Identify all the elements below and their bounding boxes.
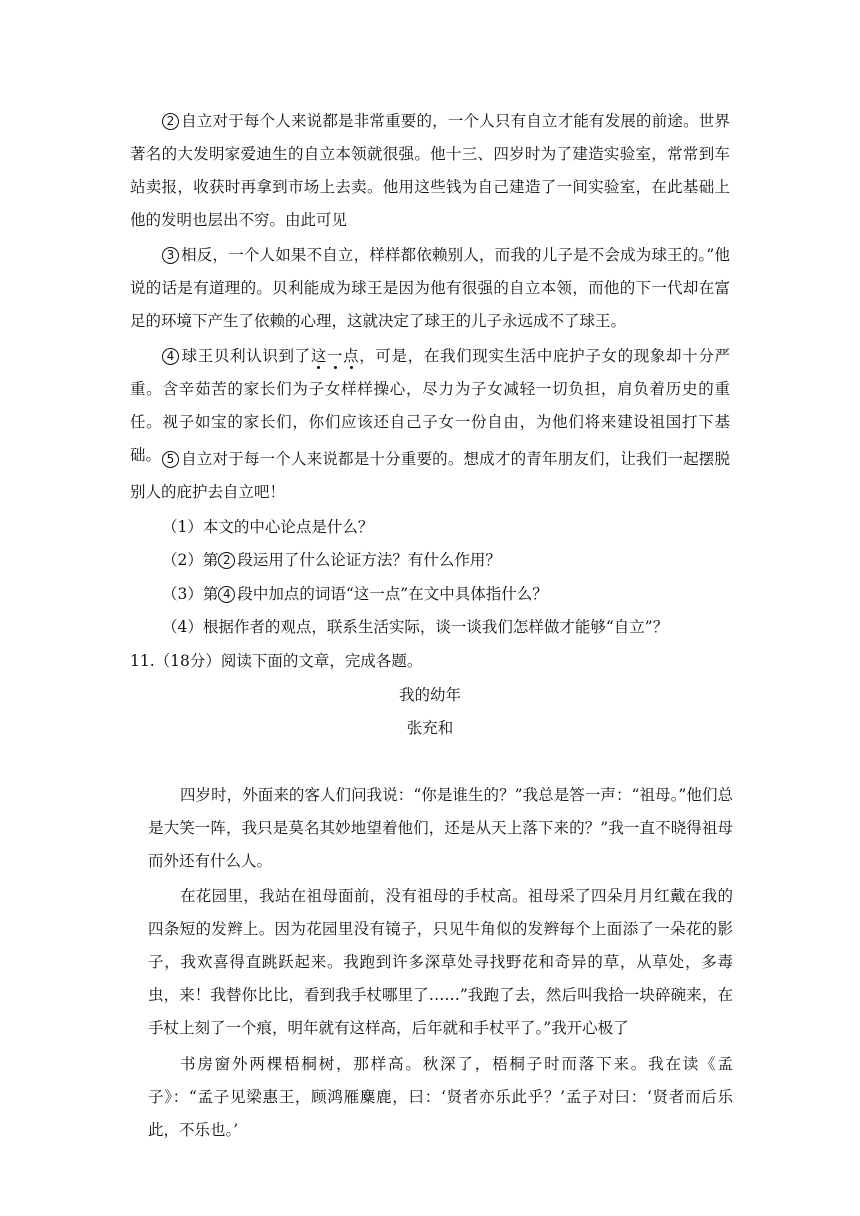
dotted-char-2: 一 [326, 347, 344, 365]
paragraph-5-text: 自立对于每一个人来说都是十分重要的。想成才的青年朋友们，让我们一起摆脱别人的庇护去自立吧！ [130, 450, 730, 501]
question-2 [162, 544, 732, 577]
paragraph-number-5: 5 [162, 451, 179, 468]
dotted-char-1: 这 [310, 347, 327, 365]
paragraph-3 [130, 239, 730, 338]
article-title: 我的幼年 [398, 686, 461, 704]
question-4: （4）根据作者的观点，联系生活实际，谈一谈我们怎样做才能够“自立”？ [162, 618, 669, 636]
question-2-prefix: （2）第 [162, 551, 219, 569]
paragraph-3-text: 相反，一个人如果不自立，样样都依赖别人，而我的儿子是不会成为球王的。”他说的话是有道理的。贝利能成为球王是因为他有很强的自立本领，而他的下一代却在富足的环境下产生了依赖的心理，这就决定了球王的儿子永远成不了球王。 [130, 246, 730, 330]
question-3-prefix: （3）第 [162, 585, 219, 603]
question-3-paragraph-number: 4 [218, 586, 235, 603]
question-2-paragraph-number: 2 [218, 552, 235, 569]
paragraph-4-text-before: 球王贝利认识到了 [181, 347, 311, 365]
paragraph-2-text: 自立对于每个人来说都是非常重要的，一个人只有自立才能有发展的前途。世界著名的大发明家爱迪生的自立本领就很强。他十三、四岁时为了建造实验室，常常到车站卖报，收获时再拿到市场上去卖。他用这些钱为自己建造了一间实验室，在此基础上他的发明也层出不穷。由此可见 [130, 112, 730, 229]
question-11-header: 11.（18分）阅读下面的文章，完成各题。 [130, 652, 423, 670]
paragraph-number-4: 4 [162, 348, 179, 365]
question-3-suffix: 段中加点的词语“这一点”在文中具体指什么？ [237, 585, 548, 603]
paragraph-4-text-after: ，可是，在我们现实生活中庇护子女的现象却十分严重。含辛茹苦的家长们为子女样样操心，尽力为子女减轻一切负担，肩负着历史的重任。视子如宝的家长们，你们应该还自己子女一份自由，为他们将来建设祖国打下基础。 [130, 347, 730, 464]
paragraph-2 [130, 105, 730, 237]
article-paragraph-2: 在花园里，我站在祖母面前，没有祖母的手杖高。祖母采了四朵月月红戴在我的四条短的发辫上。因为花园里没有镜子，只见牛角似的发辫每个上面添了一朵花的影子，我欢喜得直跳跃起来。我跑到许多深草处寻找野花和奇异的草，从草处，多毒虫，来！我替你比比，看到我手杖哪里了……”我跑了去，然后叫我拾一块碎碗来，在手杖上刻了一个痕，明年就有这样高，后年就和手杖平了。”我开心极了 [148, 887, 733, 1037]
paragraph-5 [130, 443, 730, 509]
question-2-suffix: 段运用了什么论证方法？有什么作用？ [237, 551, 501, 569]
article-author: 张充和 [406, 719, 454, 737]
dotted-char-3: 点 [343, 347, 360, 365]
paragraph-number-3: 3 [162, 247, 179, 264]
paragraph-number-2: 2 [162, 113, 179, 130]
article-paragraph-1: 四岁时，外面来的客人们问我说：“你是谁生的？”我总是答一声：“祖母。”他们总是大笑一阵，我只是莫名其妙地望着他们，还是从天上落下来的？”我一直不晓得祖母而外还有什么人。 [148, 786, 733, 870]
question-1: （1）本文的中心论点是什么？ [162, 518, 374, 536]
article-paragraph-3: 书房窗外两棵梧桐树，那样高。秋深了，梧桐子时而落下来。我在读《孟子》：“孟子见梁惠王，顾鸿雁麋鹿，曰：‘贤者亦乐此乎？’孟子对曰：‘贤者而后乐此，不乐也。’ [148, 1055, 733, 1139]
question-3 [162, 578, 732, 611]
